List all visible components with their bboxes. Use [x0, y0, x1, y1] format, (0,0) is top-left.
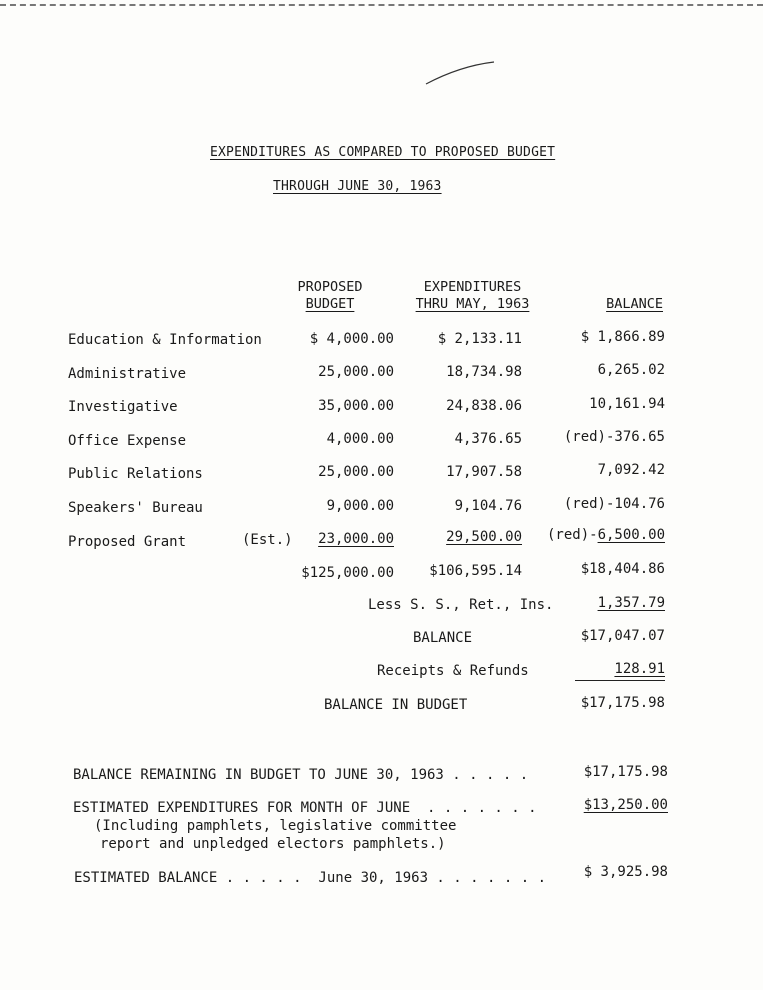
estimated-expenditures-value: $13,250.00 [583, 797, 668, 813]
row-balance: 7,092.42 [597, 462, 665, 478]
row-expenditures: 18,734.98 [446, 364, 522, 380]
row-label: Administrative [68, 366, 187, 382]
row-proposed: $ 4,000.00 [309, 331, 394, 347]
row-label: Investigative [68, 399, 178, 415]
balance-value: 6,500.00 [597, 527, 665, 543]
less-deductions-value: 1,357.79 [597, 595, 665, 611]
remaining-label: BALANCE REMAINING IN BUDGET TO JUNE 30, 1963 . . . . . [73, 767, 529, 783]
remaining-value: $17,175.98 [583, 764, 668, 780]
row-balance: 10,161.94 [589, 396, 665, 412]
row-label: Office Expense [68, 433, 187, 449]
total-expenditures: $106,595.14 [429, 563, 522, 579]
header-balance: BALANCE [606, 296, 663, 312]
header-expenditures-1: EXPENDITURES [423, 279, 522, 295]
note-line-1: (Including pamphlets, legislative committee [94, 818, 457, 834]
pen-stroke [420, 58, 500, 90]
row-proposed: 23,000.00 [318, 531, 394, 547]
total-proposed: $125,000.00 [301, 565, 394, 581]
estimate-note: (Est.) [242, 532, 293, 548]
balance-in-budget-value: $17,175.98 [580, 695, 665, 711]
header-expenditures-2: THRU MAY, 1963 [415, 296, 530, 312]
row-expenditures: 9,104.76 [454, 498, 522, 514]
row-proposed: 4,000.00 [326, 431, 394, 447]
top-border [0, 4, 763, 6]
row-expenditures: 4,376.65 [454, 431, 522, 447]
receipts-rule [575, 680, 665, 681]
row-balance: (red)-376.65 [563, 429, 665, 445]
row-proposed: 25,000.00 [318, 364, 394, 380]
page-subtitle: THROUGH JUNE 30, 1963 [273, 179, 442, 194]
header-proposed-2: BUDGET [305, 296, 355, 312]
row-proposed: 9,000.00 [326, 498, 394, 514]
estimated-expenditures-label: ESTIMATED EXPENDITURES FOR MONTH OF JUNE . . . . . . . [73, 800, 537, 816]
red-prefix: (red)- [546, 527, 598, 543]
receipts-value: 128.91 [614, 661, 665, 677]
row-expenditures: 24,838.06 [446, 398, 522, 414]
note-line-2: report and unpledged electors pamphlets.) [100, 836, 446, 852]
page-title: EXPENDITURES AS COMPARED TO PROPOSED BUDGET [210, 145, 556, 160]
row-label: Proposed Grant [68, 534, 187, 550]
total-balance: $18,404.86 [580, 561, 665, 577]
row-expenditures: 17,907.58 [446, 464, 522, 480]
row-expenditures: 29,500.00 [446, 529, 522, 545]
row-label: Speakers' Bureau [68, 500, 203, 516]
estimated-balance-label: ESTIMATED BALANCE . . . . . June 30, 1963 . . . . . . . [74, 870, 547, 886]
row-balance: $ 1,866.89 [580, 329, 665, 345]
row-label: Education & Information [68, 332, 262, 348]
row-balance: (red)-104.76 [563, 496, 665, 512]
row-balance [540, 527, 665, 543]
row-balance: 6,265.02 [597, 362, 665, 378]
row-expenditures: $ 2,133.11 [437, 331, 522, 347]
balance-in-budget-label: BALANCE IN BUDGET [324, 697, 468, 713]
row-proposed: 35,000.00 [318, 398, 394, 414]
less-deductions-label: Less S. S., Ret., Ins. [368, 597, 554, 613]
receipts-label: Receipts & Refunds [377, 663, 529, 679]
row-label: Public Relations [68, 466, 203, 482]
balance-value: $17,047.07 [580, 628, 665, 644]
header-proposed-1: PROPOSED [297, 279, 363, 295]
balance-label: BALANCE [413, 630, 473, 646]
estimated-balance-value: $ 3,925.98 [583, 864, 668, 880]
row-proposed: 25,000.00 [318, 464, 394, 480]
